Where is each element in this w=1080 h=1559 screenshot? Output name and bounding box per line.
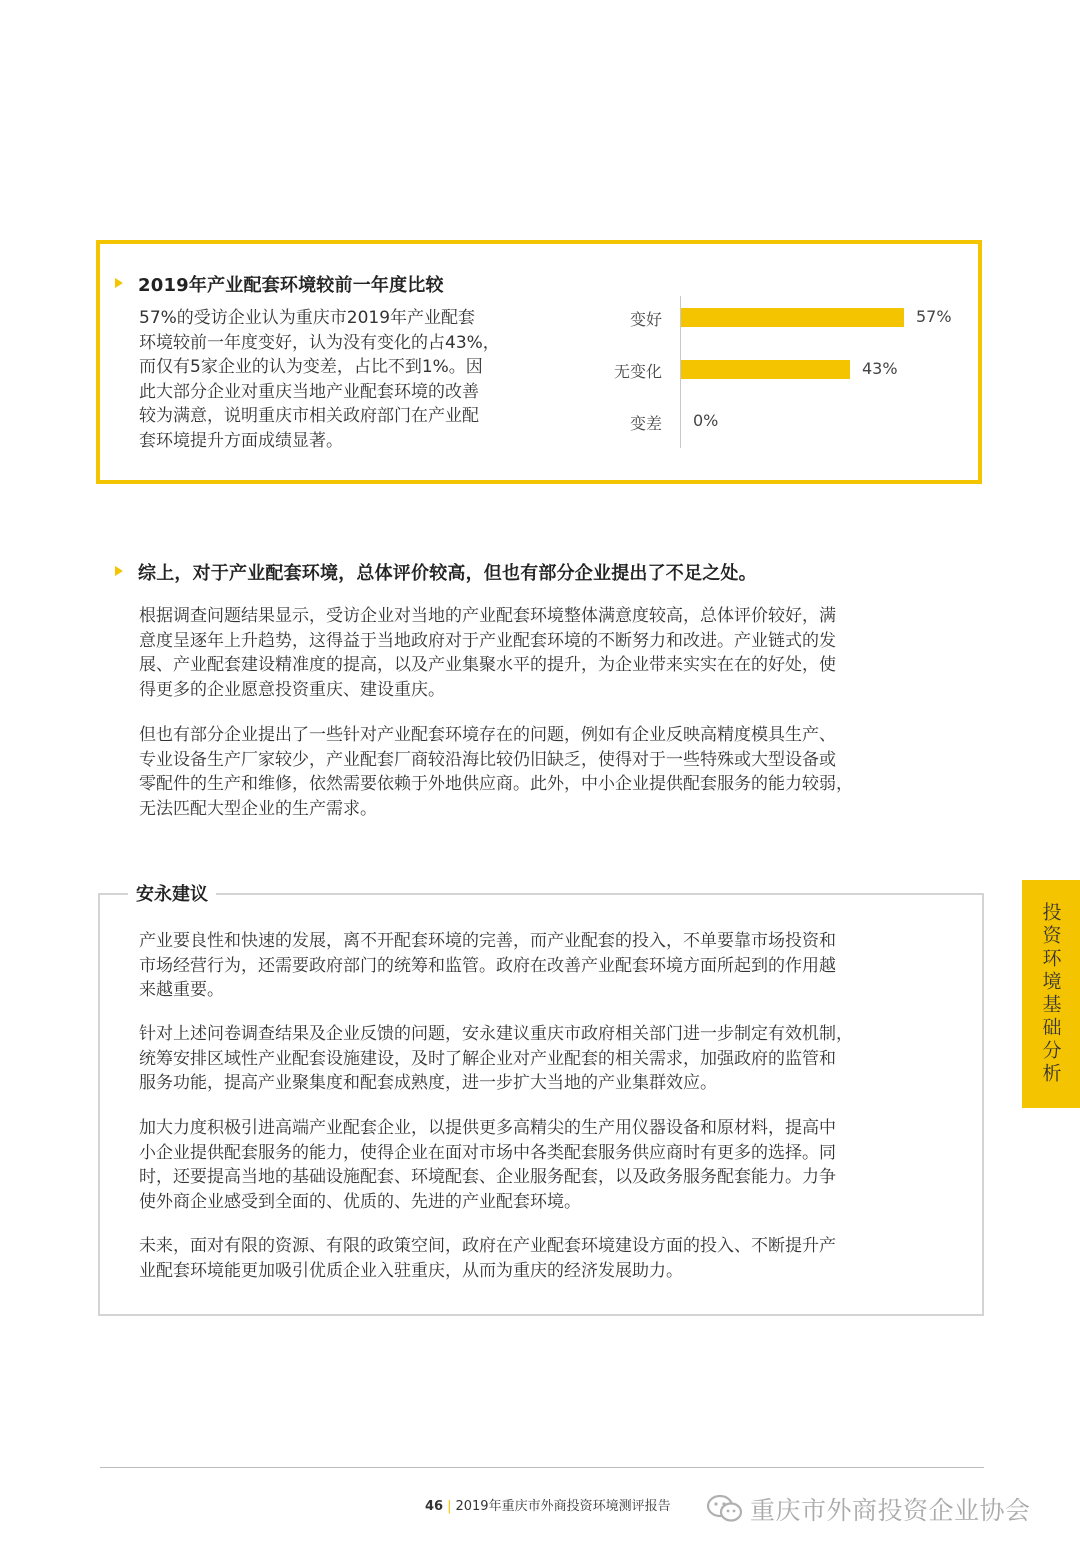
summary-title: 综上，对于产业配套环境，总体评价较高，但也有部分企业提出了不足之处。: [138, 563, 757, 584]
comparison-title: 2019年产业配套环境较前一年度比较: [138, 275, 444, 296]
section-side-tab: [1022, 880, 1080, 1108]
wechat-icon: [706, 1494, 744, 1524]
footer-separator: |: [447, 1499, 452, 1514]
footer: [425, 1495, 671, 1514]
chart-bar: [681, 360, 850, 379]
chart-category-label: 变好: [629, 310, 662, 329]
footer-divider: [100, 1467, 984, 1468]
comparison-bar-chart: [600, 290, 960, 450]
chart-value-label: 0%: [693, 411, 719, 430]
advice-paragraph-3: 加大力度积极引进高端产业配套企业，以提供更多高精尖的生产用仪器设备和原材料，提高中 小企业提供配套服务的能力，使得企业在面对市场中各类配套服务供应商时有更多的选择。同 时，还要提高当地的基础设施配套、环境配套、企业服务配套，以及政务服务配套能力。力争 使外商企业感受到全面的、优质的、先进的产业配套环境。: [139, 1118, 836, 1212]
comparison-text: 57%的受访企业认为重庆市2019年产业配套 环境较前一年度变好，认为没有变化的占43%， 而仅有5家企业的认为变差，占比不到1%。因 此大部分企业对重庆当地产业配套环境的改善 较为满意，说明重庆市相关政府部门在产业配 套环境提升方面成绩显著。: [139, 308, 500, 451]
advice-paragraph-4: 未来，面对有限的资源、有限的政策空间，政府在产业配套环境建设方面的投入、不断提升产 业配套环境能更加吸引优质企业入驻重庆，从而为重庆的经济发展助力。: [139, 1236, 836, 1281]
chart-value-label: 57%: [916, 307, 952, 326]
report-title: 2019年重庆市外商投资环境测评报告: [455, 1499, 671, 1514]
page-number: 46: [425, 1499, 444, 1514]
watermark-text: 重庆市外商投资企业协会: [750, 1496, 1031, 1525]
bullet-icon: [115, 278, 123, 288]
side-tab-label: 投资环境基础分析: [1039, 902, 1062, 1086]
chart-category-label: 变差: [629, 414, 662, 433]
chart-category-label: 无变化: [613, 362, 662, 381]
summary-paragraph-2: 但也有部分企业提出了一些针对产业配套环境存在的问题，例如有企业反映高精度模具生产、 专业设备生产厂家较少，产业配套厂商较沿海比较仍旧缺乏，使得对于一些特殊或大型设备或 零配件的生产和维修，依然需要依赖于外地供应商。此外，中小企业提供配套服务的能力较弱， 无法匹配大型企业的生产需求。: [139, 725, 853, 819]
advice-paragraph-2: 针对上述问卷调查结果及企业反馈的问题，安永建议重庆市政府相关部门进一步制定有效机制， 统筹安排区域性产业配套设施建设，及时了解企业对产业配套的相关需求，加强政府的监管和 服务功能，提高产业聚集度和配套成熟度，进一步扩大当地的产业集群效应。: [139, 1024, 853, 1093]
bullet-icon: [115, 566, 123, 576]
chart-value-label: 43%: [862, 359, 898, 378]
advice-title: 安永建议: [128, 880, 216, 906]
advice-paragraph-1: 产业要良性和快速的发展，离不开配套环境的完善，而产业配套的投入，不单要靠市场投资和 市场经营行为，还需要政府部门的统筹和监管。政府在改善产业配套环境方面所起到的作用越 来越重要。: [139, 931, 836, 1000]
chart-bar: [681, 308, 904, 327]
summary-paragraph-1: 根据调查问题结果显示，受访企业对当地的产业配套环境整体满意度较高，总体评价较好，满 意度呈逐年上升趋势，这得益于当地政府对于产业配套环境的不断努力和改进。产业链式的发 展、产业配套建设精准度的提高，以及产业集聚水平的提升，为企业带来实实在在的好处，使 得更多的企业愿意投资重庆、建设重庆。: [139, 606, 836, 700]
watermark: [706, 1492, 1031, 1526]
